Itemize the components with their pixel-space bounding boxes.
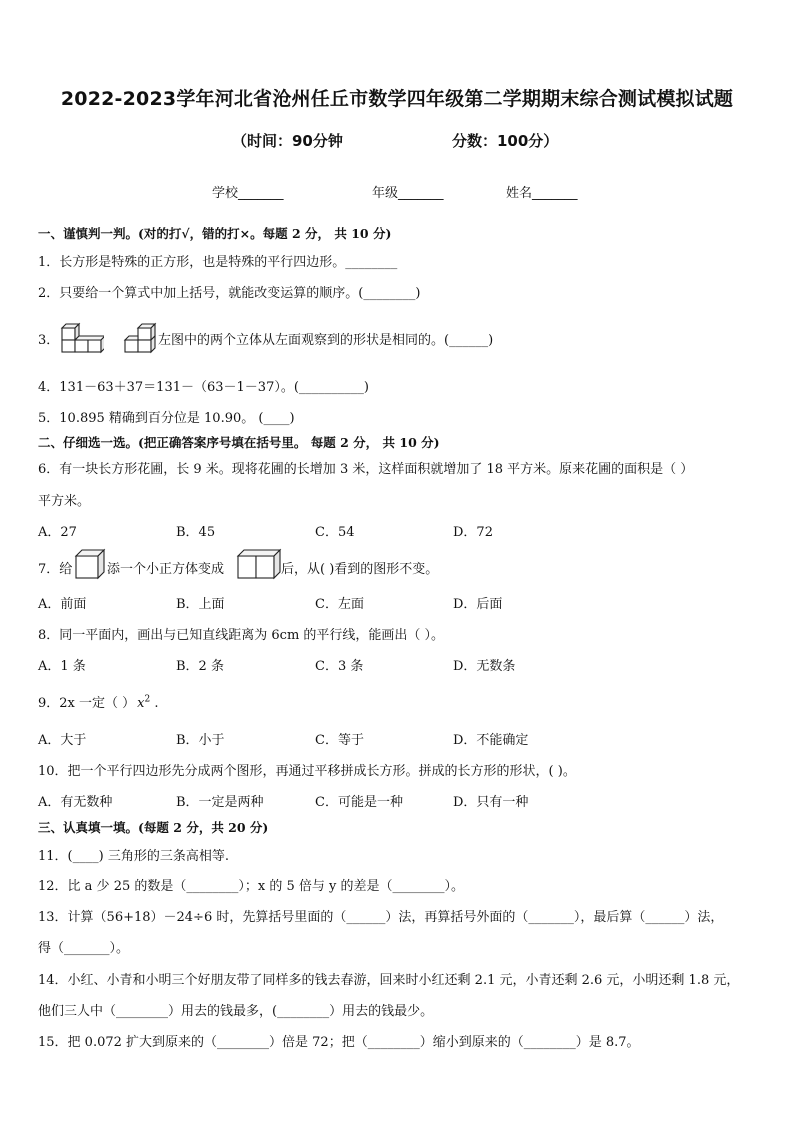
- question-10-option-b: B．一定是两种: [176, 795, 264, 810]
- question-6-line-1: 6．有一块长方形花圃，长 9 米。现将花圃的长增加 3 米，这样面积就增加了 18 平方米。原来花圃的面积是（ ）: [38, 462, 694, 477]
- question-6-line-2: 平方米。: [38, 494, 91, 509]
- question-6-option-b: B．45: [176, 525, 216, 540]
- question-9-text: 9．2x 一定（ ）: [38, 696, 136, 711]
- question-7-start: 7．给: [38, 562, 73, 577]
- question-9-exponent: 2: [144, 694, 151, 705]
- cuboid-figure-before: [74, 548, 106, 580]
- question-8-option-b: B．2 条: [176, 659, 224, 674]
- question-11: 11．(____) 三角形的三条高相等.: [38, 849, 229, 864]
- question-9-end: .: [150, 696, 159, 711]
- question-8: 8．同一平面内，画出与已知直线距离为 6cm 的平行线，能画出（ ）。: [38, 628, 445, 643]
- question-9-variable: x: [137, 696, 145, 711]
- section-2-heading: 二、仔细选一选。(把正确答案序号填在括号里。 每题 2 分， 共 10 分): [38, 435, 440, 450]
- question-1: 1．长方形是特殊的正方形，也是特殊的平行四边形。________: [38, 255, 398, 270]
- question-7-end: 后，从( )看到的图形不变。: [281, 562, 439, 577]
- question-4: 4．131－63＋37＝131－（63－1－37）。(__________): [38, 380, 369, 395]
- question-6-option-c: C．54: [315, 525, 355, 540]
- grade-field: 年级_______: [372, 186, 444, 201]
- question-9-option-d: D．不能确定: [453, 733, 529, 748]
- question-7-option-b: B．上面: [176, 597, 225, 612]
- question-8-option-d: D．无数条: [453, 659, 516, 674]
- question-7-middle: 添一个小正方体变成: [107, 562, 225, 577]
- question-12: 12．比 a 少 25 的数是（________）；x 的 5 倍与 y 的差是（________）。: [38, 879, 464, 894]
- question-10-option-d: D．只有一种: [453, 795, 529, 810]
- l-shape-solid-figure-2: [122, 317, 158, 355]
- question-8-option-c: C．3 条: [315, 659, 364, 674]
- question-7-option-a: A．前面: [38, 597, 87, 612]
- question-6-option-d: D．72: [453, 525, 493, 540]
- name-field: 姓名_______: [506, 186, 578, 201]
- section-3-heading: 三、认真填一填。(每题 2 分，共 20 分): [38, 820, 269, 835]
- l-shape-solid-figure-1: [60, 317, 104, 355]
- time-label: （时间：90分钟: [232, 132, 343, 150]
- question-10-option-c: C．可能是一种: [315, 795, 403, 810]
- question-9: [38, 692, 158, 711]
- question-7-option-d: D．后面: [453, 597, 503, 612]
- question-10-option-a: A．有无数种: [38, 795, 113, 810]
- school-field: 学校_______: [212, 186, 284, 201]
- section-1-heading: 一、谨慎判一判。(对的打√，错的打×。每题 2 分， 共 10 分): [38, 226, 392, 241]
- cuboid-figure-after: [236, 548, 282, 580]
- question-5: 5．10.895 精确到百分位是 10.90。 (____): [38, 411, 295, 426]
- question-13-line-2: 得（_______）。: [38, 941, 130, 956]
- question-9-option-a: A．大于: [38, 733, 87, 748]
- question-13-line-1: 13．计算（56+18）－24÷6 时，先算括号里面的（______）法，再算括号外面的（_______），最后算（______）法，: [38, 910, 724, 925]
- exam-title: 2022-2023学年河北省沧州任丘市数学四年级第二学期期末综合测试模拟试题: [60, 88, 734, 110]
- question-7-option-c: C．左面: [315, 597, 364, 612]
- question-3-number: 3．: [38, 333, 60, 348]
- question-14-line-2: 他们三人中（________）用去的钱最多，(________）用去的钱最少。: [38, 1004, 434, 1019]
- question-14-line-1: 14．小红、小青和小明三个好朋友带了同样多的钱去春游，回来时小红还剩 2.1 元，小青还剩 2.6 元，小明还剩 1.8 元，: [38, 973, 740, 988]
- question-8-option-a: A．1 条: [38, 659, 86, 674]
- question-9-option-b: B．小于: [176, 733, 225, 748]
- score-label: 分数：100分）: [452, 132, 559, 150]
- question-2: 2．只要给一个算式中加上括号，就能改变运算的顺序。(________): [38, 286, 421, 301]
- question-15: 15．把 0.072 扩大到原来的（________）倍是 72；把（________）缩小到原来的（________）是 8.7。: [38, 1035, 640, 1050]
- question-10: 10．把一个平行四边形先分成两个图形，再通过平移拼成长方形。拼成的长方形的形状，( )。: [38, 764, 576, 779]
- question-3: 左图中的两个立体从左面观察到的形状是相同的。(______): [158, 333, 494, 348]
- question-9-option-c: C．等于: [315, 733, 364, 748]
- question-6-option-a: A．27: [38, 525, 77, 540]
